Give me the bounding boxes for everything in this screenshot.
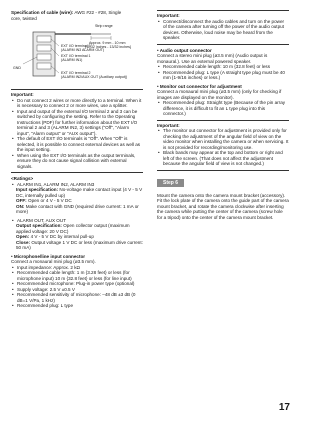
- open-spec: Open: 4 V - 5 V DC by internal pull-up: [16, 234, 94, 239]
- list-item: • Recommended microphone: Plug-in power type (optional): [11, 281, 143, 287]
- list-item: • Recommended plug: L type (A straight type plug must be 40 mm {1-9/16 inches} or less.): [157, 70, 289, 81]
- left-column: [11, 10, 143, 309]
- list-item: • The monitor out connector for adjustment is provided only for checking the adjustment of the angular field of view on the video monitor when installing the camera or when servicing. It is not provided for recording/monitoring use.: [157, 128, 289, 150]
- monitor-text: Connect a monaural mini plug (ø3.5 mm) (only for checking if images are displayed on the monitor).: [157, 89, 282, 100]
- terminal-3-label: EXT I/O terminal 3: [61, 44, 91, 48]
- on-spec: ON: Make contact with GND (required drive current: 1 mA or more): [16, 203, 139, 214]
- mic-list: [11, 265, 143, 309]
- list-item: • Recommended cable length: 1 m {3.28 feet} or less (for microphone input) 10 m {32.8 feet} or less (for line input): [11, 270, 143, 281]
- page-number: 17: [278, 402, 290, 413]
- list-item: • Connect/disconnect the audio cables and turn on the power of the camera after turning off the power of the audio output devices. Otherwise, loud noise may be heard from the speaker.: [157, 19, 289, 41]
- list-item: • Recommended sensitivity of microphone: –48 dB ±3 dB (0 dB=1 V/Pa, 1 kHz): [11, 292, 143, 303]
- list-item: • Black bands may appear at the top and bottom or right and left of the screen. (That does not affect the adjustment because the angular field of view is not changed.): [157, 150, 289, 167]
- right-column: [157, 10, 289, 220]
- list-item: • When using the EXT I/O terminals as the output terminals, ensure they do not cause signal collision with external signals.: [11, 153, 143, 170]
- audio-text: Connect a stereo mini plug (ø3.5 mm) (Audio output is monaural.). Use an external powered speaker.: [157, 53, 268, 64]
- monitor-heading: • Monitor out connector for adjustment: [157, 83, 242, 89]
- off-spec: OFF: Open or 4 V - 5 V DC: [16, 198, 72, 203]
- ratings-heading: <Ratings>: [11, 176, 34, 181]
- important-box-1: [11, 89, 143, 173]
- terminal-1-sublabel: (ALARM IN1): [61, 58, 83, 62]
- gnd-label: GND: [13, 66, 21, 70]
- important-1-heading: Important:: [11, 92, 34, 97]
- terminal-2-sublabel: (ALARM IN2/AUX OUT (Auxiliary output)): [61, 75, 128, 79]
- cable-spec: [11, 10, 143, 21]
- list-item: • Supply voltage: 2.5 V ±0.5 V: [11, 287, 143, 293]
- important-box-2: [157, 10, 289, 45]
- list-item: • Input and output of the external I/O terminal 2 and 3 can be switched by configuring the setting. Refer to the Operating Instructions (PDF) for further information about the EXT I/O terminal 2 and 3 (ALARM IN2, 3) settings ("Off", "Alarm input", "Alarm output" or "AUX output").: [11, 109, 143, 137]
- list-item: • Input impedance: Approx. 2 kΩ: [11, 265, 143, 271]
- audio-heading: • Audio output connector: [157, 47, 212, 53]
- cable-spec-text2: core, twisted: [11, 15, 37, 21]
- strip-range-label: Strip range: [95, 24, 113, 28]
- terminal-slot-gnd: [37, 54, 51, 60]
- list-item: • Recommended plug: L type: [11, 303, 143, 309]
- important-box-3: [157, 120, 289, 171]
- cable-spec-text1: AWG #22 - #28, Single: [74, 10, 122, 15]
- strip-length-inches-label: {11/32 inches - 13/32 inches}: [85, 45, 132, 49]
- input-spec: Input specification: No-voltage make contact input (4 V - 5 V DC, internally pulled up): [16, 187, 143, 198]
- step-text: Mount the camera onto the camera mount bracket (accessory). Fit the lock plate of the camera onto the guide part of the camera mount bracket, and rotate the camera clockwise after inserting the camera while putting the center of the camera (screw hole for a tripod) onto the center of the camera mount bracket.: [157, 192, 289, 220]
- close-spec: Close: Output voltage 1 V DC or less (maximum drive current: 50 mA): [16, 239, 143, 250]
- important-2-heading: Important:: [157, 13, 180, 18]
- strip-length-label: Approx. 9 mm - 10 mm: [89, 41, 126, 45]
- terminal-slot-1: [37, 45, 51, 51]
- important-3-heading: Important:: [157, 122, 180, 128]
- terminal-3-sublabel: (ALARM IN3 ALARM OUT): [61, 48, 105, 52]
- alarm-out-title: • ALARM OUT, AUX OUT: [11, 218, 143, 224]
- list-item: • The default of EXT I/O terminals is "Off". When "Off" is selected, it is possible to connect external devices as well as the input setting.: [11, 136, 143, 153]
- list-item: • Recommended cable length: 10 m {32.8 feet} or less: [157, 64, 289, 70]
- alarm-in-title: • ALARM IN1, ALARM IN2, ALARM IN3: [11, 182, 143, 188]
- list-item: • Recommended plug: Straight type (Because of the pin array difference, it is difficult to fit an L type plug into this connector.): [157, 100, 289, 117]
- cable-spec-title: Specification of cable (wire):: [11, 10, 74, 15]
- important-1-list: [11, 98, 143, 170]
- terminal-2-label: EXT I/O terminal 2: [61, 71, 91, 75]
- terminal-slot-2: [37, 63, 51, 69]
- terminal-slot-3: [37, 36, 51, 42]
- output-spec: Output specification: Open collector output (maximum applied voltage: 20 V DC): [16, 223, 130, 234]
- terminal-diagram: [11, 24, 143, 86]
- mic-intro: Connect a monaural mini plug (ø3.5 mm).: [11, 259, 96, 264]
- terminal-1-label: EXT I/O terminal 1: [61, 54, 91, 58]
- step-badge: Step 6: [157, 179, 184, 187]
- list-item: • Do not connect 2 wires or more directly to a terminal. When it is necessary to connect 2 or more wires, use a splitter.: [11, 98, 143, 109]
- mic-heading: • Microphone/line input connector: [11, 253, 86, 259]
